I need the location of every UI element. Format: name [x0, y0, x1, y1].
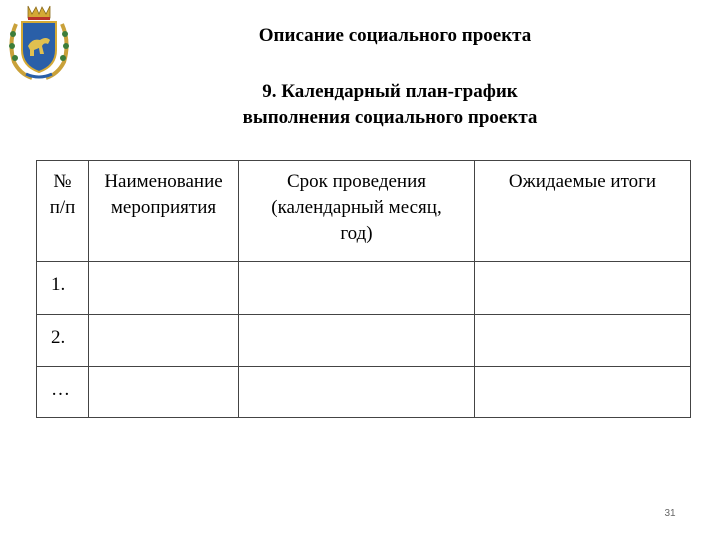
event-name-cell [89, 367, 239, 418]
coat-of-arms-icon [6, 2, 72, 82]
section-title-line-2: выполнения социального проекта [242, 107, 538, 128]
row-number: 1. [37, 262, 89, 315]
table-row [37, 315, 691, 367]
column-header-event-name: Наименование мероприятия [89, 161, 239, 262]
row-number: 2. [37, 315, 89, 367]
table-row [37, 367, 691, 418]
expected-results-cell [475, 315, 691, 367]
table-header-row [37, 161, 691, 262]
column-header-expected-results: Ожидаемые итоги [475, 161, 691, 262]
period-cell [239, 262, 475, 315]
event-name-cell [89, 262, 239, 315]
period-cell [239, 367, 475, 418]
expected-results-cell [475, 367, 691, 418]
period-cell [239, 315, 475, 367]
column-header-number: № п/п [37, 161, 89, 262]
row-number: … [37, 367, 89, 418]
expected-results-cell [475, 262, 691, 315]
section-title-line-1: 9. Календарный план-график [262, 81, 518, 102]
calendar-plan-table [36, 160, 691, 418]
event-name-cell [89, 315, 239, 367]
page-number: 31 [664, 508, 676, 519]
slide-header-title: Описание социального проекта [258, 25, 532, 46]
section-title [160, 79, 620, 131]
column-header-period: Срок проведения (календарный месяц, год) [239, 161, 475, 262]
table-row [37, 262, 691, 315]
